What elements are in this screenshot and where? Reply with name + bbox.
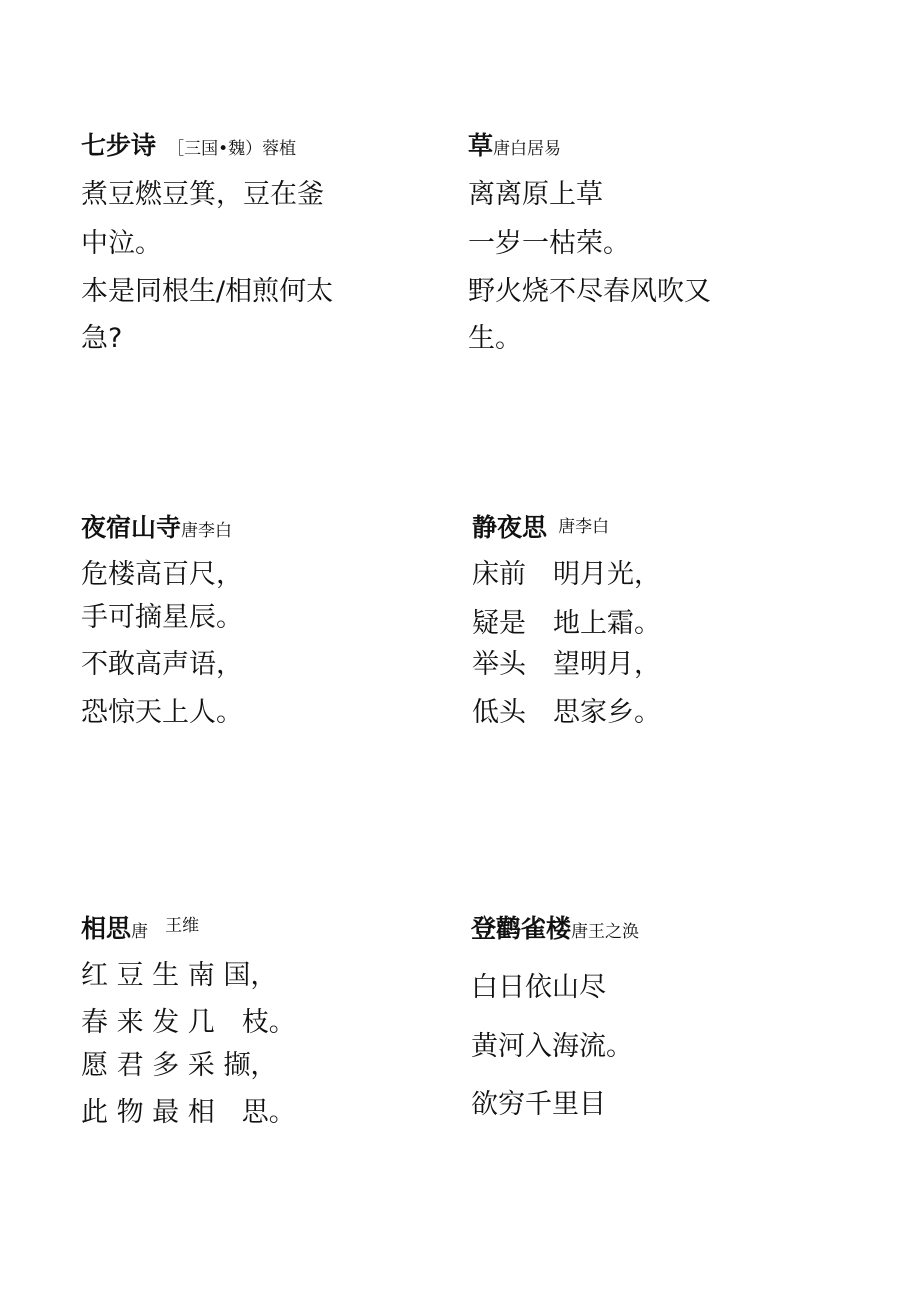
poem-line: 本是同根生/相煎何太 <box>81 276 334 307</box>
poem-line: 危楼高百尺， <box>81 559 243 590</box>
poem-line: 野火烧不尽春风吹又 <box>468 276 711 307</box>
poem-line: 离离原上草 <box>468 179 603 210</box>
poem-line: 煮豆燃豆箕，豆在釜 <box>81 179 324 210</box>
poem-title: 夜宿山寺 <box>81 513 182 542</box>
poem-author: 唐李白 <box>181 521 233 541</box>
poem-title: 相思 <box>81 914 132 943</box>
poem-header <box>81 916 199 941</box>
poem-author-name: 王维 <box>165 916 200 936</box>
poem-line: 红 豆 生 南 国， <box>81 960 278 991</box>
poem-title: 草 <box>468 131 494 160</box>
poem-line: 春 来 发 几 枝。 <box>81 1007 296 1038</box>
poem-line: 床前 明月光， <box>472 559 661 590</box>
poem-line: 生。 <box>468 323 522 354</box>
poem-author: 唐王之涣 <box>571 922 640 942</box>
poem-author: ［三国•魏）蓉植 <box>167 139 297 159</box>
poem-header <box>472 515 609 540</box>
poem-header <box>81 515 232 540</box>
poem-line: 低头 思家乡。 <box>472 697 661 728</box>
poem-author: 唐白居易 <box>493 139 562 159</box>
poem-line: 一岁一枯荣。 <box>468 228 630 259</box>
poem-header <box>471 916 639 941</box>
poem-author: 唐 <box>131 922 149 942</box>
poem-line: 白日依山尽 <box>471 972 606 1003</box>
poem-header <box>81 133 296 158</box>
poem-line: 手可摘星辰。 <box>81 602 243 633</box>
poem-line: 欲穷千里目 <box>471 1089 606 1120</box>
poem-line: 不敢高声语， <box>81 649 243 680</box>
poem-line: 中泣。 <box>81 228 162 259</box>
poem-line: 举头 望明月， <box>472 649 661 680</box>
poem-line: 此 物 最 相 思。 <box>81 1097 296 1128</box>
poem-line: 恐惊天上人。 <box>81 697 243 728</box>
poem-title: 七步诗 <box>81 131 157 160</box>
poem-line: 疑是 地上霜。 <box>472 608 661 639</box>
poem-line: 愿 君 多 采 撷， <box>81 1050 278 1081</box>
poem-header <box>468 133 561 158</box>
poem-title: 静夜思 <box>472 513 548 542</box>
poem-title: 登鹳雀楼 <box>471 914 572 943</box>
poem-author: 唐李白 <box>558 517 610 537</box>
poem-line: 急? <box>81 323 123 354</box>
poem-line: 黄河入海流。 <box>471 1031 633 1062</box>
